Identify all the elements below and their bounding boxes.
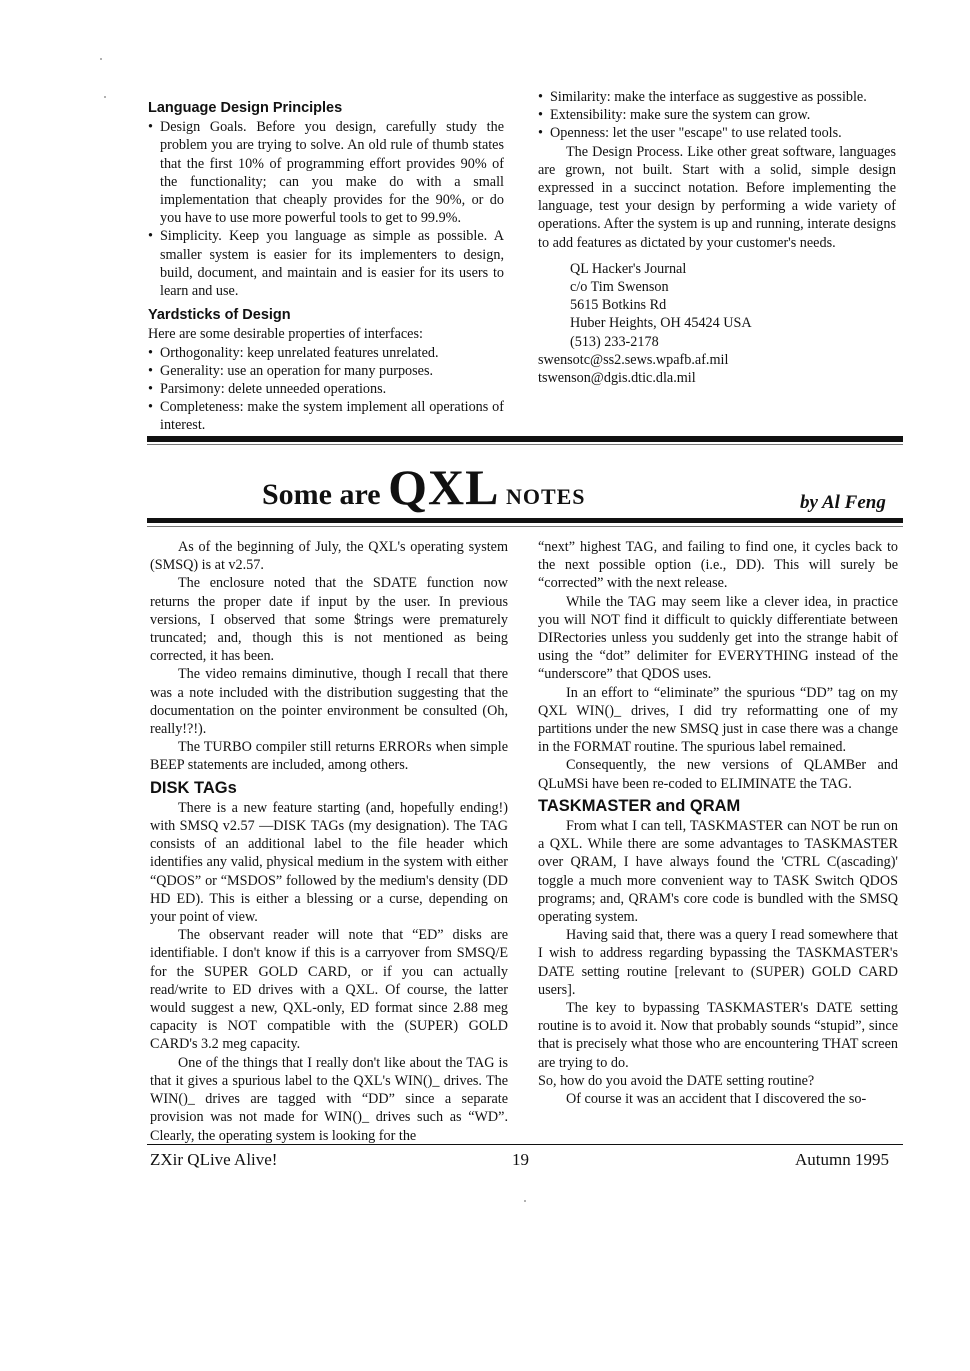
body-paragraph: The observant reader will note that “ED” disks are identifiable. I don't know if this is a carryover from SMSQ/E for the SUPER GOLD CARD, or if you can actually read/write to ED drives with a QXL. Of course, the latter would suggest a new, QXL-only, ED format since 2.88 meg capacity is NOT compatible with the (SUPER) GOLD CARD's 3.2 meg capacity. [150, 927, 508, 1053]
list-item: • Completeness: make the system implement all operations of interest. [148, 399, 504, 434]
scan-speck [100, 58, 102, 60]
list-item: • Parsimony: delete unneeded operations. [148, 381, 387, 398]
body-paragraph: Of course it was an accident that I discovered the so- [566, 1091, 867, 1108]
title-rule [147, 518, 903, 523]
list-item: • Openness: let the user "escape" to use related tools. [538, 125, 842, 142]
bullet-list [148, 118, 504, 300]
title-part: NOTES [499, 484, 586, 509]
article-left-column [150, 538, 508, 1145]
top-left-column [148, 97, 504, 435]
body-paragraph: From what I can tell, TASKMASTER can NOT be run on a QXL. While there are some advantages to TASKMASTER over QRAM, I have always found the 'CTRL C(ascading)' toggle a much more convenient way to TASK Switch QDOS programs; and, QRAM's core code is bundled with the SMSQ operating system. [538, 818, 898, 926]
title-part: Some are [262, 478, 389, 511]
body-paragraph: The enclosure noted that the SDATE function now returns the proper date if input by the user. In previous versions, I observed that some $trings were prematurely truncated; and, though this is not mentioned as being corrected, it has been. [150, 575, 508, 665]
section-heading: Language Design Principles [148, 100, 343, 116]
byline: by Al Feng [800, 492, 886, 513]
email-block [538, 351, 896, 387]
section-heading: DISK TAGs [150, 778, 237, 797]
page-number: 19 [512, 1150, 529, 1169]
title-logo: QXL [388, 459, 500, 515]
list-item: • Design Goals. Before you design, carefully study the problem you are trying to solve. An old rule of thumb states that the first 10% of programming effort provides 90% of the functionality; can you make do with a small implementation that cheaply provides for the 90%, or do you have to use more powerful tools to get to 99.9%. [148, 119, 504, 227]
body-paragraph: The TURBO compiler still returns ERRORs when simple BEEP statements are included, among others. [150, 739, 508, 774]
scan-speck [104, 96, 106, 98]
address-line: QL Hacker's Journal [570, 260, 687, 277]
list-item: • Simplicity. Keep you language as simple as possible. A smaller system is easier for its implementers to design, build, document, and maintain and is easier for its users to learn and use. [148, 228, 504, 300]
title-rule [147, 526, 903, 527]
email-address: swensotc@ss2.sews.wpafb.af.mil [538, 351, 729, 368]
body-paragraph: Consequently, the new versions of QLAMBer and QLuMSi have been re-coded to ELIMINATE the TAG. [538, 757, 898, 792]
body-paragraph: So, how do you avoid the DATE setting routine? [538, 1072, 815, 1089]
address-line: 5615 Botkins Rd [570, 297, 667, 314]
section-heading: TASKMASTER and QRAM [538, 796, 741, 815]
separator-rule [147, 436, 903, 442]
footer-issue: Autumn 1995 [795, 1150, 889, 1169]
footer-rule [147, 1144, 903, 1145]
address-line: (513) 233-2178 [570, 333, 659, 350]
list-item: • Orthogonality: keep unrelated features unrelated. [148, 344, 439, 361]
top-right-column [538, 88, 896, 387]
footer-publication: ZXir QLive Alive! [150, 1150, 278, 1169]
body-paragraph: The video remains diminutive, though I recall that there was a note included with the distribution suggesting that the documentation on the pointer environment be consulted (Oh, really!?!). [150, 666, 508, 738]
article-title [262, 458, 682, 514]
section-heading: Yardsticks of Design [148, 307, 291, 324]
body-text: Here are some desirable properties of interfaces: [148, 326, 423, 343]
body-paragraph: The Design Process. Like other great software, languages are grown, not built. Start with a solid, simple design expressed in a succinct notation. Before implementing the language, test your design by performing a wide variety of operations. After the system is up and running, interate designs to add features as dictated by your customer's needs. [538, 143, 896, 251]
body-paragraph: Having said that, there was a query I read somewhere that I wish to address regarding bypassing the TASKMASTER's DATE setting routine [relevant to (SUPER) GOLD CARD users]. [538, 927, 898, 998]
address-block [570, 260, 896, 351]
list-item: • Similarity: make the interface as suggestive as possible. [538, 89, 867, 105]
body-paragraph: “next” highest TAG, and failing to find one, it cycles back to the next possible option (i.e., DD). This will surely be “corrected” with the next release. [538, 539, 898, 592]
body-paragraph: The key to bypassing TASKMASTER's DATE setting routine is to avoid it. Now that probably sounds “stupid”, since that is precisely what those who are encountering THAT screen are trying to do. [538, 1000, 898, 1071]
article-right-column [538, 538, 898, 1108]
list-item: • Generality: use an operation for many purposes. [148, 362, 434, 379]
body-paragraph: In an effort to “eliminate” the spurious “DD” tag on my QXL WIN()_ drives, I did try reformatting one of my partitions under the new SMSQ just in case there was a change in the FORMAT routine. The spurious label remained. [538, 684, 898, 756]
scan-speck [524, 1200, 526, 1202]
address-line: c/o Tim Swenson [570, 279, 669, 296]
bullet-list [148, 344, 504, 435]
email-address: tswenson@dgis.dtic.dla.mil [538, 370, 696, 387]
list-item: • Extensibility: make sure the system can grow. [538, 107, 811, 124]
body-paragraph: One of the things that I really don't like about the TAG is that it gives a spurious label to the QXL's WIN()_ drives. The WIN()_ drives are tagged with “DD” since a separate provision was not made for WIN()_ drives such as “WD”. Clearly, the operating system is looking for the [150, 1054, 508, 1144]
body-paragraph: While the TAG may seem like a clever idea, in practice you will NOT find it difficult to quickly differentiate between DIRectories unless you suddenly get into the strange habit of using the “dot” delimiter for EVERYTHING instead of the “underscore” that QDOS uses. [538, 593, 898, 683]
body-paragraph: As of the beginning of July, the QXL's operating system (SMSQ) is at v2.57. [150, 539, 508, 574]
address-line: Huber Heights, OH 45424 USA [570, 315, 752, 332]
body-paragraph: There is a new feature starting (and, hopefully ending!) with SMSQ v2.57 —DISK TAGs (my designation). The TAG consists of an additional label to the file header which identifies any valid, physical medium in the system with either “QDOS” or “MSDOS” followed by the medium's density (DD HD ED). This is either a blessing or a curse, depending on your point of view. [150, 799, 508, 926]
separator-rule [147, 444, 903, 445]
bullet-list [538, 88, 896, 143]
